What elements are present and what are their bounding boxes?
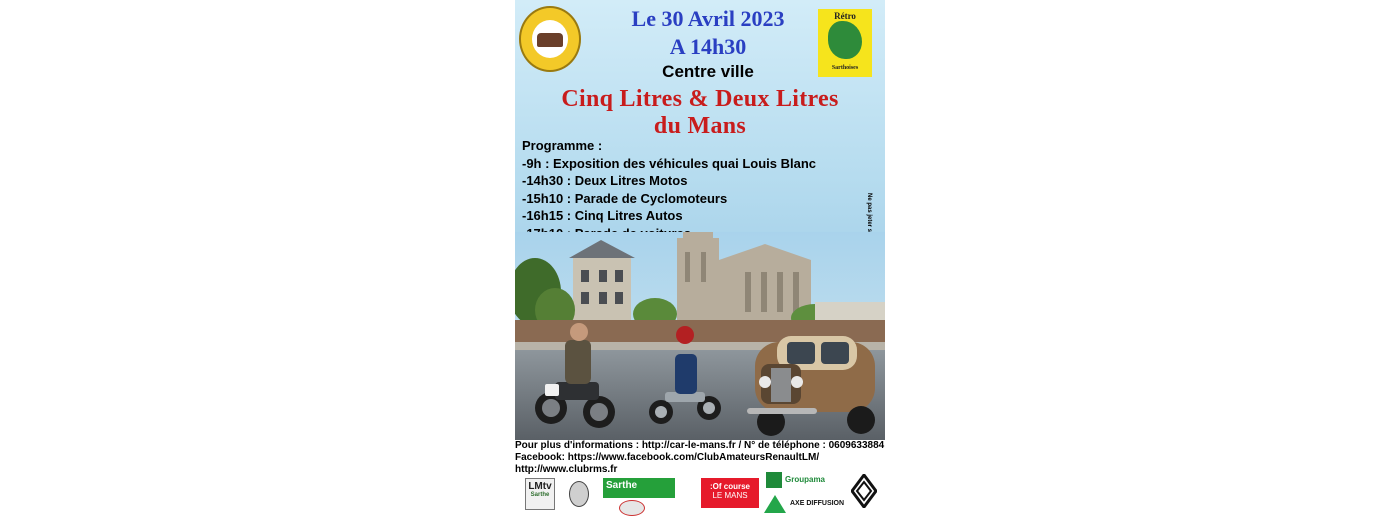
- club-badge-logo: [569, 481, 589, 507]
- event-date: Le 30 Avril 2023: [631, 6, 785, 31]
- event-location: Centre ville: [662, 62, 754, 81]
- ofcourse-lemans-logo: [701, 478, 759, 508]
- programme-heading: Programme :: [522, 138, 603, 153]
- lmtv-logo-subtext: Sarthe: [530, 492, 550, 498]
- poster-title-line1: Cinq Litres & Deux Litres: [561, 86, 839, 112]
- secondary-badge-logo: [619, 500, 645, 516]
- axe-diffusion-icon: [764, 495, 786, 513]
- cathedral-street-photo: [515, 232, 885, 440]
- renault-logo-icon: [851, 474, 877, 508]
- ofcourse-logo-text: :Of course: [709, 482, 750, 491]
- event-photo: [515, 232, 885, 440]
- sarthe-department-logo: [603, 478, 675, 498]
- axe-diffusion-logo-text: AXE DIFFUSION: [790, 500, 845, 507]
- contact-info: [515, 440, 884, 476]
- event-time: A 14h30: [669, 34, 747, 59]
- event-poster: [515, 0, 885, 520]
- retro-logo-bottom-text: Sarthoises: [831, 65, 859, 71]
- ofcourse-logo-subtext: LE MANS: [712, 491, 748, 500]
- poster-title-line2: du Mans: [653, 113, 747, 139]
- retro-logo-top-text: Rétro: [834, 11, 856, 21]
- sarthe-logo-text: Sarthe: [606, 480, 638, 491]
- programme-item: -14h30 : Deux Litres Motos: [522, 173, 688, 189]
- lmtv-sarthe-logo: [525, 478, 555, 510]
- programme-list: [522, 137, 816, 243]
- programme-item: -9h : Exposition des véhicules quai Louis Blanc: [522, 155, 817, 171]
- groupama-logo-text: Groupama: [785, 475, 826, 484]
- info-clubrms: http://www.clubrms.fr: [515, 464, 618, 475]
- info-website-phone: Pour plus d'informations : http://car-le-mans.fr / N° de téléphone : 0609633884: [515, 440, 885, 451]
- programme-item: -16h15 : Cinq Litres Autos: [522, 208, 683, 224]
- groupama-icon: [766, 472, 782, 488]
- info-facebook: Facebook: https://www.facebook.com/ClubAmateursRenaultLM/: [515, 452, 820, 463]
- programme-item: -15h10 : Parade de Cyclomoteurs: [522, 190, 728, 206]
- lmtv-logo-text: LMtv: [528, 481, 552, 492]
